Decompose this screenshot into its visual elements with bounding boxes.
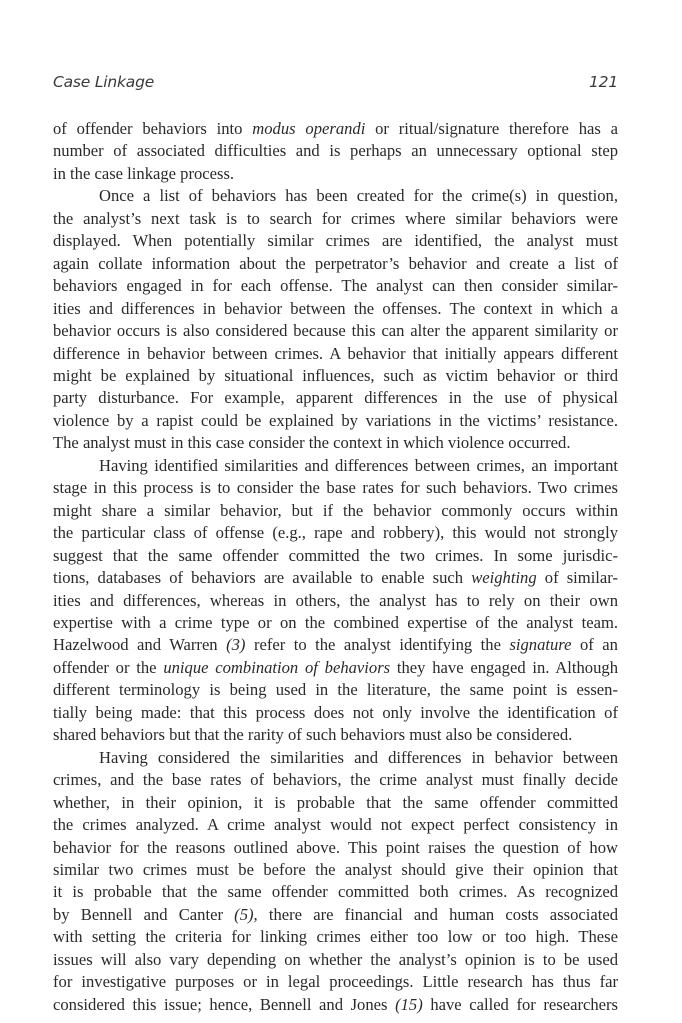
text-line: [53, 859, 618, 881]
text-run: Having identified similarities and differences between crimes, an important: [99, 455, 618, 475]
paragraph: [53, 747, 618, 1016]
text-run: might be explained by situational influences, such as victim behavior or third: [53, 365, 618, 385]
text-run: considered this issue; hence, Bennell and Jones: [53, 994, 396, 1014]
text-run: of an: [571, 635, 618, 655]
text-run: violence by a rapist could be explained by variations in the victims’ resistance.: [53, 410, 618, 430]
text-run: again collate information about the perpetrator’s behavior and create a list of: [53, 253, 618, 273]
italic-text: (3): [226, 635, 246, 655]
text-run: offender or the: [53, 657, 164, 677]
text-line: [53, 500, 618, 522]
text-line: [53, 881, 618, 903]
text-line: [53, 545, 618, 567]
text-line: [53, 904, 618, 926]
text-run: have called for researchers: [422, 994, 618, 1014]
text-run: different terminology is being used in the literature, the same point is essen-: [53, 680, 618, 700]
text-run: tially being made: that this process does not only involve the identification of: [53, 702, 618, 722]
text-run: Once a list of behaviors has been created for the crime(s) in question,: [99, 186, 618, 206]
text-line: [53, 118, 618, 140]
text-run: , there are financial and human costs associated: [253, 904, 618, 924]
text-line: [53, 949, 618, 971]
text-line: [53, 455, 618, 477]
text-line: [53, 230, 618, 252]
paragraph: [53, 455, 618, 747]
chapter-title: Case Linkage: [53, 73, 155, 91]
paragraph: [53, 185, 618, 454]
text-run: suggest that the same offender committed the two crimes. In some jurisdic-: [53, 545, 618, 565]
text-run: Hazelwood and Warren: [53, 635, 227, 655]
text-run: number of associated difficulties and is perhaps an unnecessary optional step: [53, 141, 618, 161]
italic-text: (15): [395, 994, 423, 1014]
text-run: the particular class of offense (e.g., rape and robbery), this would not strongly: [53, 523, 618, 543]
text-line: [53, 769, 618, 791]
text-line: [53, 814, 618, 836]
text-line: [53, 567, 618, 589]
running-head: [53, 73, 618, 97]
italic-text: signature: [509, 635, 572, 655]
text-run: or ritual/signature therefore has a: [365, 119, 618, 138]
text-line: [53, 634, 618, 656]
text-run: crimes, and the base rates of behaviors, the crime analyst must finally decide: [53, 770, 618, 790]
text-run: The analyst must in this case consider the context in which violence occurred.: [53, 433, 571, 453]
text-run: of offender behaviors into: [53, 119, 253, 138]
text-run: by Bennell and Canter: [53, 904, 235, 924]
text-line: [53, 432, 618, 454]
text-run: the crimes analyzed. A crime analyst would not expect perfect consistency in: [53, 815, 618, 835]
text-run: of similar-: [536, 568, 619, 588]
text-run: with setting the criteria for linking crimes either too low or too high. These: [53, 927, 618, 947]
text-run: might share a similar behavior, but if the behavior commonly occurs within: [53, 500, 618, 520]
text-line: [53, 837, 618, 859]
text-run: refer to the analyst identifying the: [245, 635, 510, 655]
text-line: [53, 343, 618, 365]
text-line: [53, 365, 618, 387]
text-line: [53, 702, 618, 724]
text-run: displayed. When potentially similar crimes are identified, the analyst must: [53, 231, 618, 251]
text-line: [53, 185, 618, 207]
italic-text: unique combination of behaviors: [163, 657, 391, 677]
text-run: behavior for the reasons outlined above. This point raises the question of how: [53, 837, 618, 857]
italic-text: weighting: [471, 568, 537, 588]
text-line: [53, 994, 618, 1016]
text-line: [53, 657, 618, 679]
italic-text: modus operandi: [252, 119, 366, 138]
body-text: [53, 118, 618, 1016]
text-line: [53, 971, 618, 993]
text-line: [53, 387, 618, 409]
text-run: issues will also vary depending on whether the analyst’s opinion is to be used: [53, 949, 618, 969]
text-run: ities and differences in behavior between the offenses. The context in which a: [53, 298, 618, 318]
text-line: [53, 163, 618, 185]
text-run: behavior occurs is also considered because this can alter the apparent similarity or: [53, 321, 618, 341]
text-run: for investigative purposes or in legal proceedings. Little research has thus far: [53, 972, 618, 992]
text-run: whether, in their opinion, it is probable that the same offender committed: [53, 792, 618, 812]
text-run: stage in this process is to consider the base rates for such behaviors. Two crimes: [53, 478, 618, 498]
text-line: [53, 612, 618, 634]
text-line: [53, 140, 618, 162]
text-line: [53, 724, 618, 746]
page-number: 121: [589, 73, 618, 91]
text-line: [53, 253, 618, 275]
text-run: the analyst’s next task is to search for crimes where similar behaviors were: [53, 208, 618, 228]
text-run: tions, databases of behaviors are available to enable such: [53, 568, 472, 588]
text-line: [53, 208, 618, 230]
text-line: [53, 298, 618, 320]
text-run: behaviors engaged in for each offense. The analyst can then consider similar-: [53, 276, 618, 296]
text-run: ities and differences, whereas in others, the analyst has to rely on their own: [53, 590, 618, 610]
text-line: [53, 522, 618, 544]
text-line: [53, 320, 618, 342]
text-line: [53, 747, 618, 769]
text-line: [53, 410, 618, 432]
text-line: [53, 926, 618, 948]
text-line: [53, 792, 618, 814]
text-line: [53, 477, 618, 499]
text-line: [53, 679, 618, 701]
text-run: difference in behavior between crimes. A behavior that initially appears different: [53, 343, 618, 363]
text-run: they have engaged in. Although: [390, 657, 618, 677]
italic-text: (5): [234, 904, 254, 924]
text-run: shared behaviors but that the rarity of such behaviors must also be considered.: [53, 725, 573, 745]
text-line: [53, 590, 618, 612]
text-line: [53, 275, 618, 297]
text-run: it is probable that the same offender committed both crimes. As recognized: [53, 882, 618, 902]
text-run: party disturbance. For example, apparent differences in the use of physical: [53, 388, 618, 408]
text-run: Having considered the similarities and differences in behavior between: [99, 747, 618, 767]
paragraph: [53, 118, 618, 185]
text-run: expertise with a crime type or on the combined expertise of the analyst team.: [53, 612, 618, 632]
text-run: in the case linkage process.: [53, 163, 235, 183]
text-run: similar two crimes must be before the analyst should give their opinion that: [53, 859, 618, 879]
